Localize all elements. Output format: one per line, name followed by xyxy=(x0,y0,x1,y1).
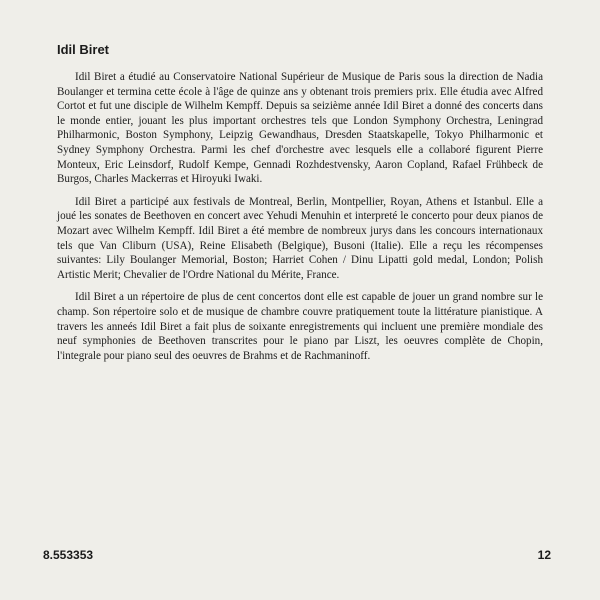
page-title: Idil Biret xyxy=(57,42,110,57)
paragraph-repertoire: Idil Biret a un répertoire de plus de cent concertos dont elle est capable de jouer un grand nombre sur le champ. Son répertoire solo et de musique de chambre couvre pratiquement toute la littérature pianistique. A travers les anneés Idil Biret a fait plus de soixante enregistrements qui incluent une première mondiale des neuf symphonies de Beethoven transcrites pour le piano par Liszt, les oeuvres complète de Chopin, l'integrale pour piano seul des oeuvres de Brahms et de Rachmaninoff. xyxy=(57,291,543,362)
catalog-number: 8.553353 xyxy=(43,548,94,562)
page-number: 12 xyxy=(537,548,551,562)
paragraph-festivals: Idil Biret a participé aux festivals de Montreal, Berlin, Montpellier, Royan, Athens et Istanbul. Elle a joué les sonates de Beethoven en concert avec Yehudi Menuhin et interpreté le concerto pour deux pianos de Mozart avec Wilhelm Kempff. Idil Biret a été membre de nombreux jurys dans les concours internationaux tels que Van Cliburn (USA), Reine Elisabeth (Belgique), Busoni (Italie). Elle a reçu les récompenses suivantes: Lily Boulanger Memorial, Boston; Harriet Cohen / Dinu Lipatti gold medal, London; Polish Artistic Merit; Chevalier de l'Ordre National du Mérite, France. xyxy=(57,195,543,281)
article xyxy=(57,40,543,371)
paragraph-biography: Idil Biret a étudié au Conservatoire National Supérieur de Musique de Paris sous la direction de Nadia Boulanger et termina cette école à l'âge de quinze ans y obtenant trois premiers prix. Elle étudia avec Alfred Cortot et fut une disciple de Wilhelm Kempff. Depuis sa seizième année Idil Biret a donné des concerts dans le monde entier, jouant les plus important orchestres tels que London Symphony Orchestra, Leningrad Philharmonic, Boston Symphony, Leipzig Gewandhaus, Dresden Staatskapelle, Tokyo Philharmonic et Sydney Symphony Orchestra. Parmi les chef d'orchestre avec lesquels elle a collaboré figurent Pierre Monteux, Eric Leinsdorf, Rudolf Kempe, Gennadi Rozhdestvensky, Aaron Copland, Rafael Frühbeck de Burgos, Charles Mackerras et Hiroyuki Iwaki. xyxy=(57,71,543,186)
